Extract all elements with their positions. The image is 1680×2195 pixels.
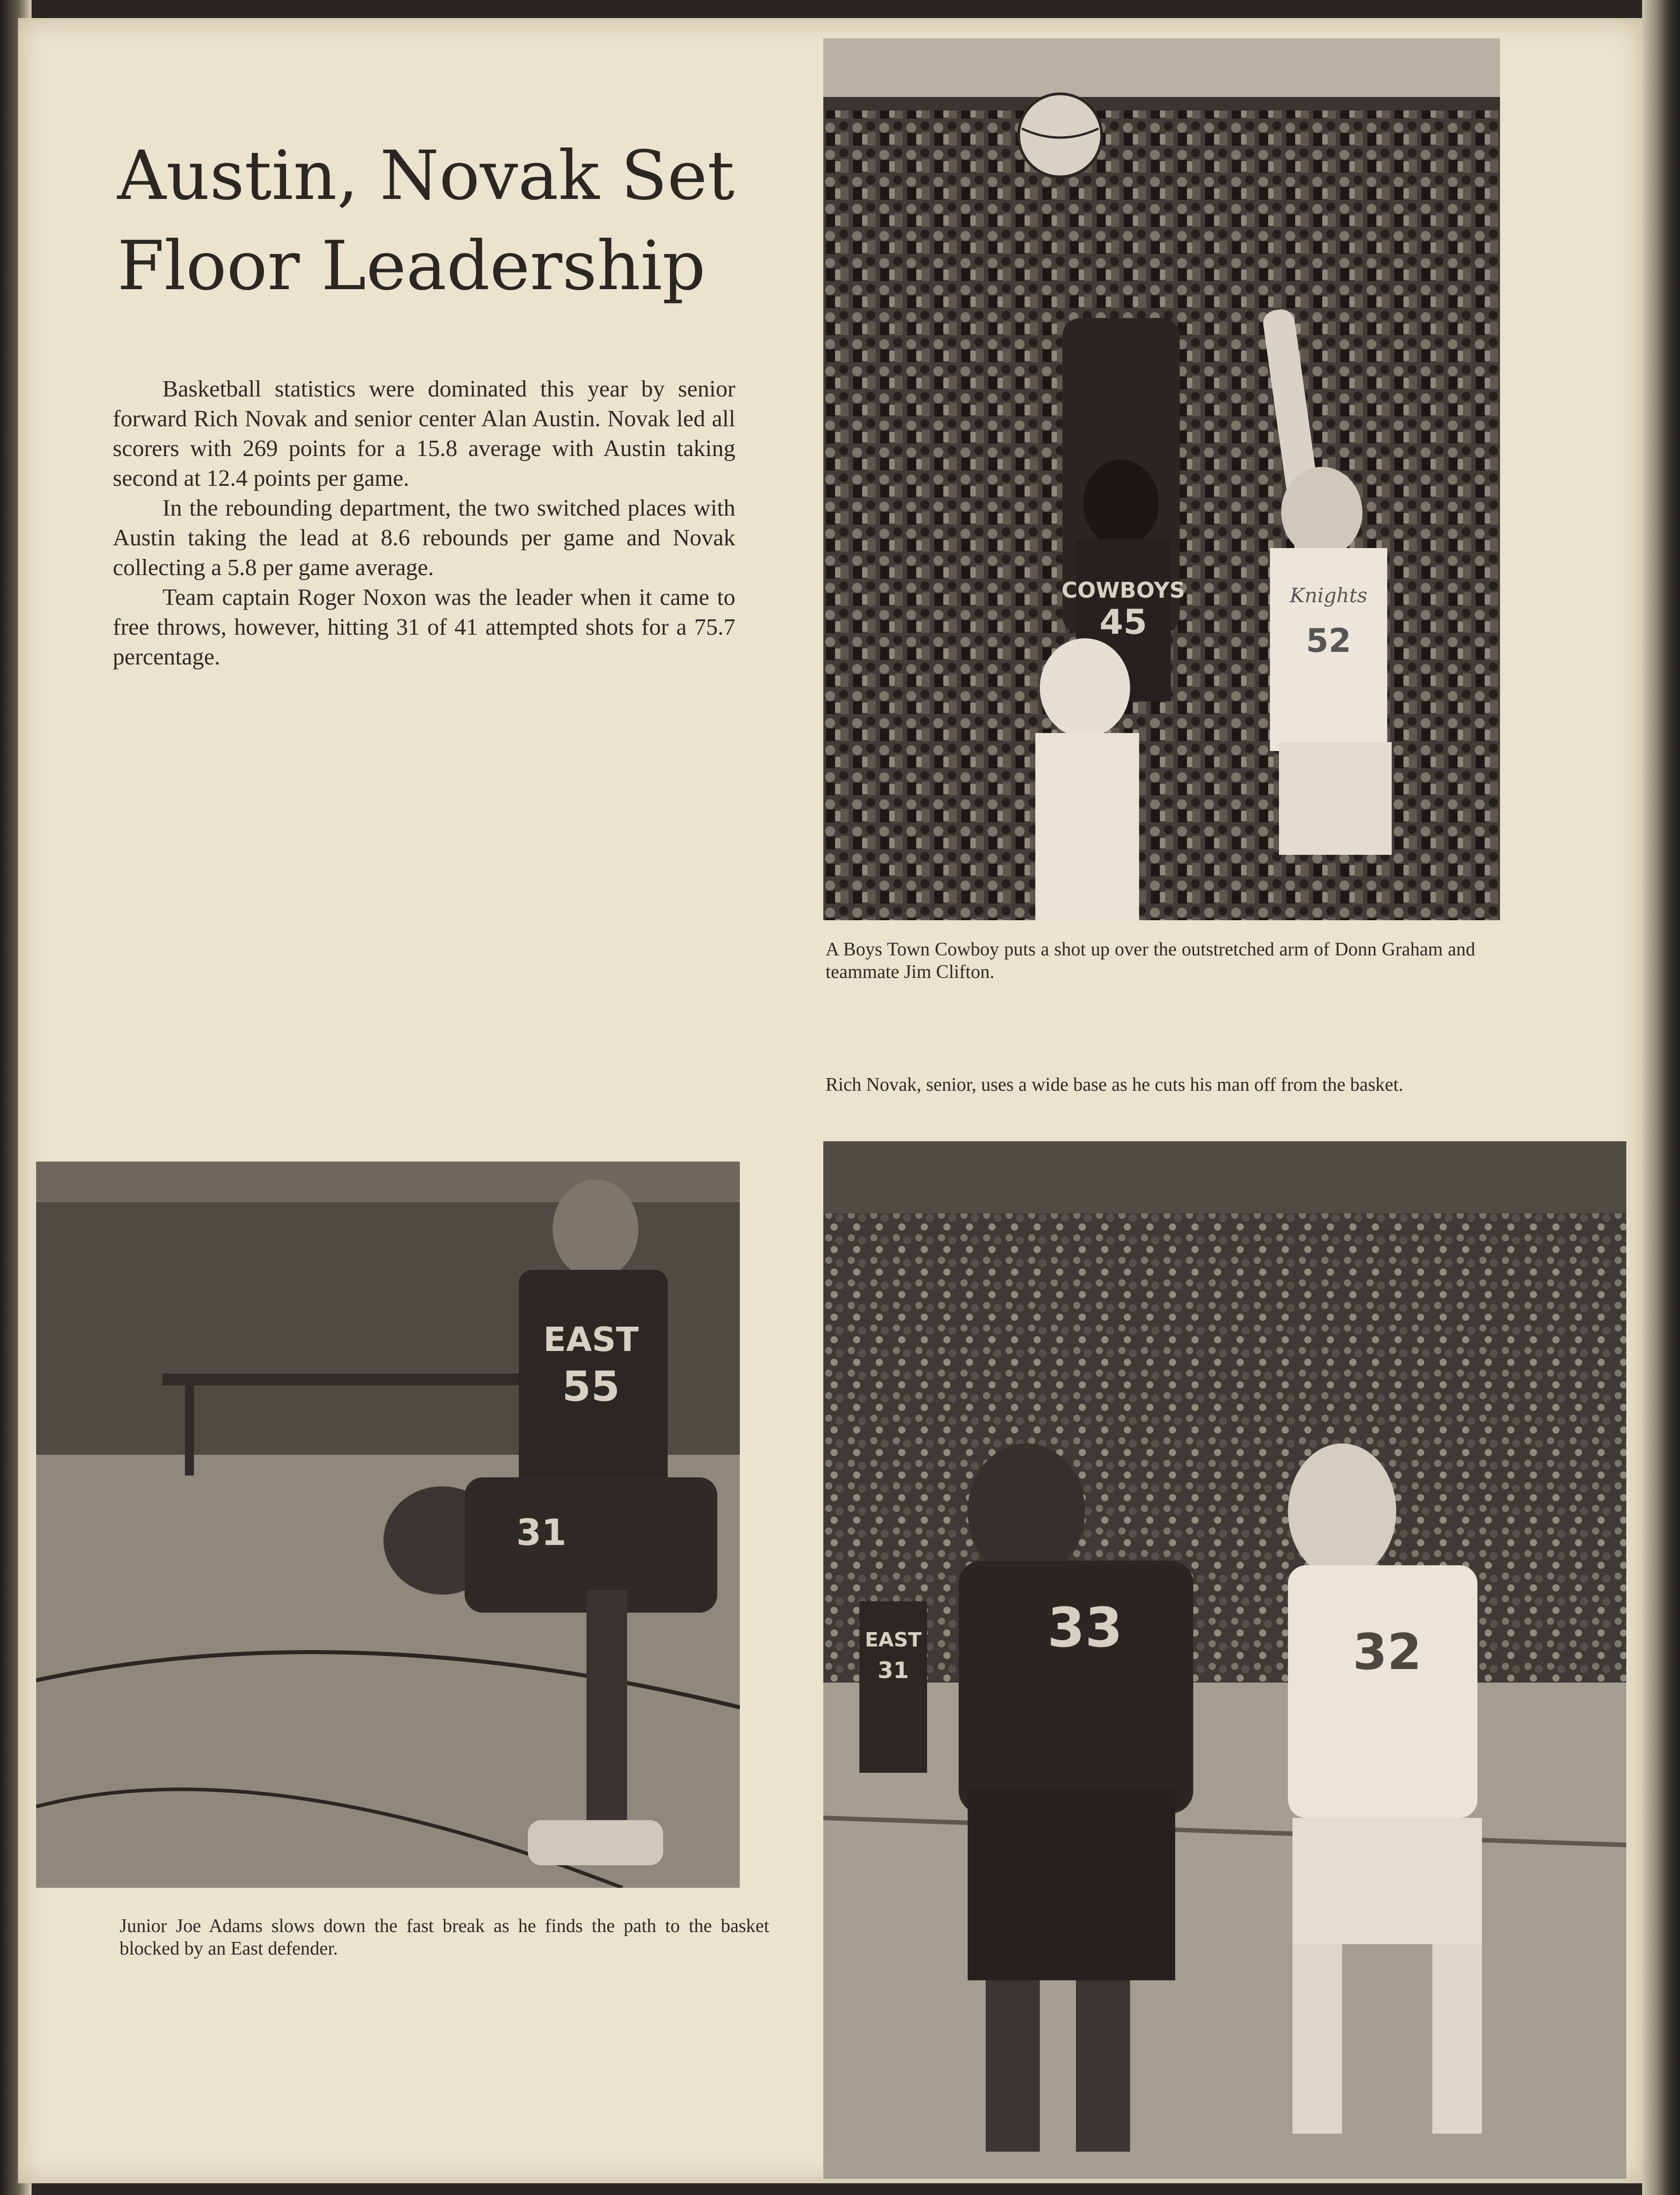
jersey-number-45: 45 bbox=[1099, 602, 1147, 642]
jersey-number-33: 33 bbox=[1047, 1597, 1123, 1660]
headline-line-2: Floor Leadership bbox=[117, 227, 706, 305]
page-edge bbox=[1642, 0, 1680, 2195]
article-paragraph: Basketball statistics were dominated this year by senior forward Rich Novak and senior center Alan Austin. Novak led all scorers with 269 points for a 15.8 average with Austin taking second at 12.4 points per game. bbox=[113, 376, 735, 491]
jersey-number-52: 52 bbox=[1306, 622, 1352, 659]
photo-wide-base bbox=[823, 1141, 1626, 2179]
photo-caption: Junior Joe Adams slows down the fast break as he finds the path to the basket blocked by an East defender. bbox=[120, 1916, 769, 1959]
page-headline bbox=[117, 131, 794, 311]
article-paragraph: In the rebounding department, the two switched places with Austin taking the lead at 8.6 rebounds per game and Novak collecting a 5.8 per game average. bbox=[113, 495, 735, 581]
article-paragraph: Team captain Roger Noxon was the leader when it came to free throws, however, hitting 31 of 41 attempted shots for a 75.7 percentage. bbox=[113, 585, 735, 670]
headline-line-1: Austin, Novak Set bbox=[117, 137, 735, 215]
jersey-number-55: 55 bbox=[562, 1362, 620, 1411]
photo-fast-break bbox=[36, 1162, 740, 1888]
jersey-text-east: EAST bbox=[543, 1320, 639, 1359]
photo-caption: A Boys Town Cowboy puts a shot up over the outstretched arm of Donn Graham and teammate Jim Clifton. bbox=[826, 939, 1475, 982]
article-body bbox=[113, 374, 735, 672]
jersey-text-knights: Knights bbox=[1289, 584, 1368, 607]
jersey-text-east-bg: EAST bbox=[865, 1628, 922, 1651]
jersey-number-31: 31 bbox=[516, 1512, 567, 1554]
jersey-number-32: 32 bbox=[1352, 1623, 1422, 1681]
jersey-number-31-bg: 31 bbox=[877, 1657, 909, 1683]
jersey-text-cowboys: COWBOYS bbox=[1062, 578, 1185, 603]
basketball bbox=[1019, 94, 1102, 177]
photo-jump-shot bbox=[823, 38, 1500, 920]
photo-caption: Rich Novak, senior, uses a wide base as he cuts his man off from the basket. bbox=[826, 1074, 1403, 1095]
